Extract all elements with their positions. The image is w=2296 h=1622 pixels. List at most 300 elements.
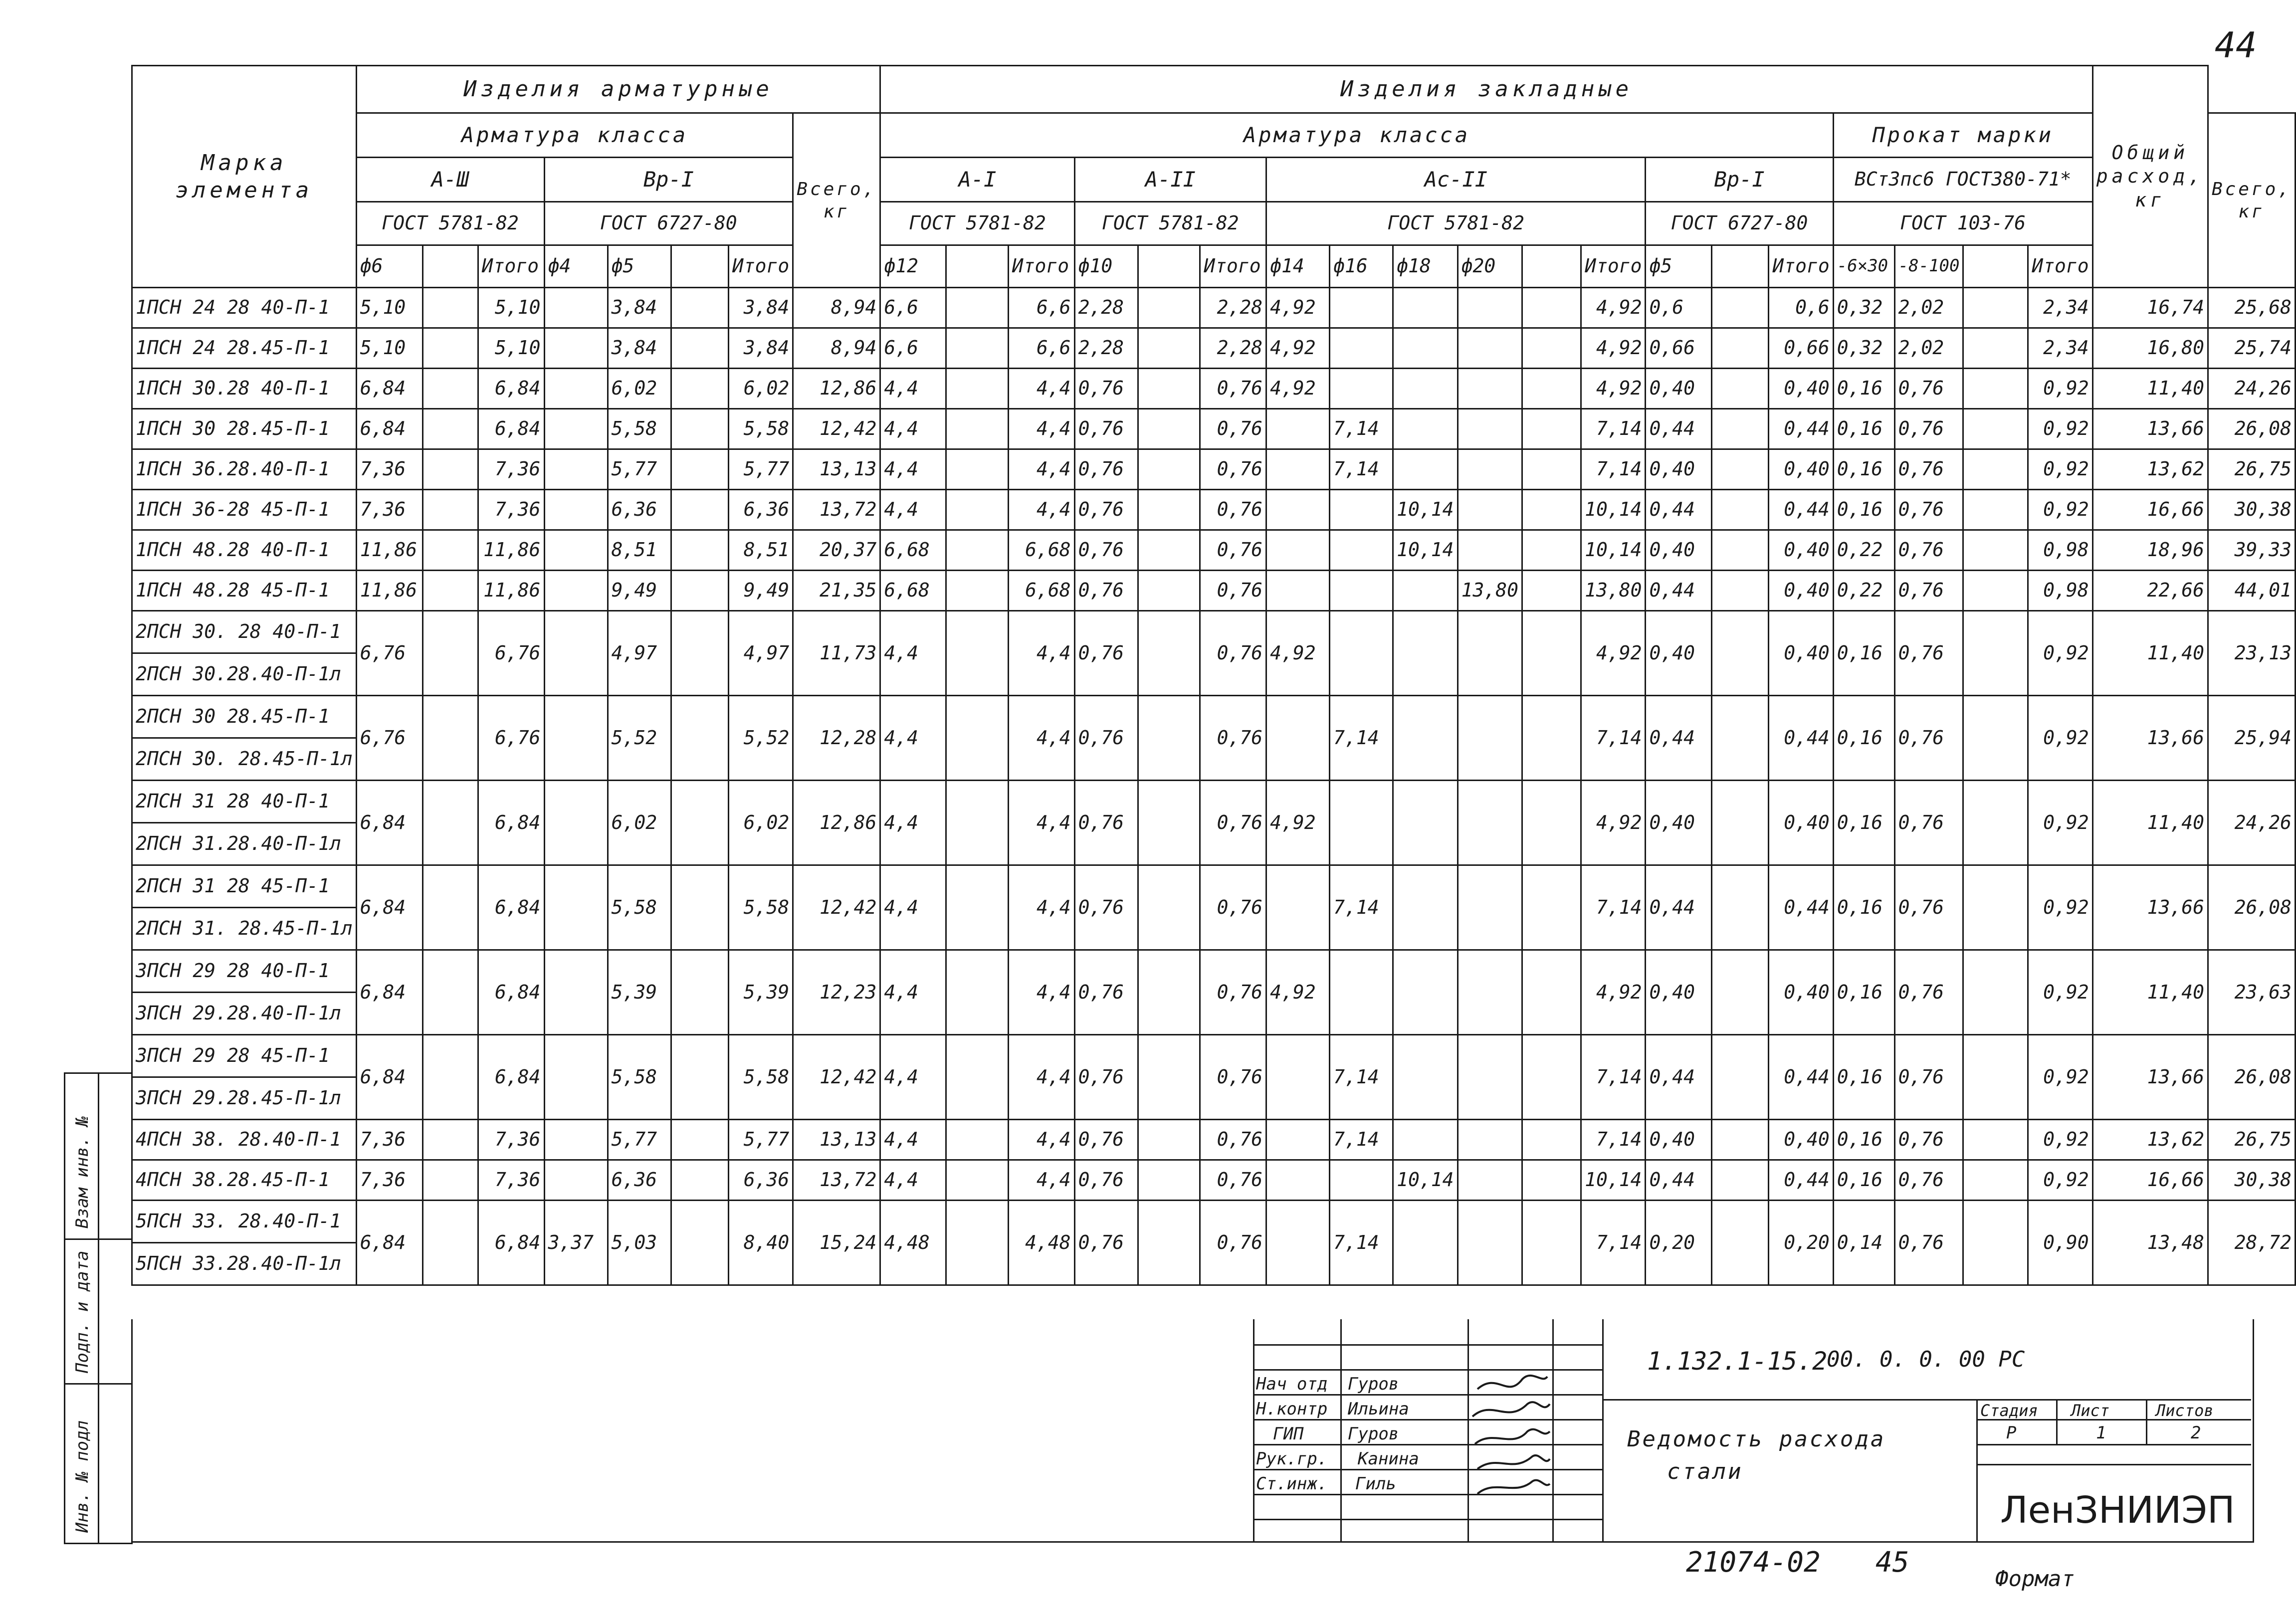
table-cell: 10,14: [1393, 1160, 1458, 1201]
table-cell: [946, 1035, 1008, 1120]
table-cell: 0,44: [1646, 1035, 1711, 1120]
table-cell: [1711, 696, 1769, 781]
table-cell: [422, 781, 478, 865]
table-cell: 0,76: [1200, 696, 1266, 781]
s8100-header: -8-100: [1894, 245, 1963, 288]
table-cell: [1266, 1035, 1330, 1120]
table-cell: 6,36: [608, 1160, 671, 1201]
table-cell: 5,39: [608, 950, 671, 1035]
table-cell: 0,66: [1646, 328, 1711, 369]
table-cell: 6,84: [478, 409, 544, 449]
table-cell: 6,02: [728, 781, 793, 865]
stage-label: Стадия: [1980, 1401, 2038, 1420]
table-cell: 0,76: [1074, 409, 1138, 449]
table-cell: 13,48: [2092, 1201, 2208, 1285]
table-cell: 5,10: [478, 288, 544, 328]
table-cell: 6,84: [356, 865, 422, 950]
table-cell: [1393, 865, 1458, 950]
format-label: Формат: [1995, 1566, 2075, 1592]
itogo6-header: Итого: [1769, 245, 1833, 288]
table-cell: 13,66: [2092, 865, 2208, 950]
table-cell: [1266, 530, 1330, 571]
table-cell: [1393, 1035, 1458, 1120]
table-cell: [1963, 1160, 2028, 1201]
table-cell: 0,16: [1833, 409, 1894, 449]
table-cell: 5,77: [608, 1120, 671, 1160]
table-cell: 4,4: [1008, 611, 1074, 696]
table-cell: [1522, 696, 1581, 781]
table-cell: 4,48: [1008, 1201, 1074, 1285]
table-cell: 5,39: [728, 950, 793, 1035]
table-cell: 4,4: [880, 696, 946, 781]
table-cell: [1458, 530, 1522, 571]
table-cell: [1458, 611, 1522, 696]
table-cell: 0,44: [1769, 696, 1833, 781]
d16-header: ф16: [1330, 245, 1393, 288]
table-cell: 5,58: [608, 1035, 671, 1120]
element-mark: 3ПСН 29 28 45-П-1: [132, 1035, 357, 1077]
table-cell: 4,4: [880, 490, 946, 530]
table-cell: [422, 530, 478, 571]
element-mark: 4ПСН 38.28.45-П-1: [132, 1160, 357, 1201]
table-cell: 6,76: [356, 611, 422, 696]
table-row: [132, 369, 2296, 409]
table-cell: [946, 449, 1008, 490]
table-cell: 2,34: [2028, 328, 2092, 369]
table-cell: 7,36: [478, 1120, 544, 1160]
table-cell: 28,72: [2208, 1201, 2295, 1285]
table-cell: 0,44: [1769, 865, 1833, 950]
table-cell: [1711, 409, 1769, 449]
table-cell: 4,4: [1008, 1035, 1074, 1120]
element-mark: 1ПСН 24 28 40-П-1: [132, 288, 357, 328]
table-cell: [946, 409, 1008, 449]
table-cell: [1138, 950, 1200, 1035]
table-cell: 0,6: [1646, 288, 1711, 328]
embedded-products-header: Изделия закладные: [880, 66, 2092, 113]
table-cell: 6,36: [608, 490, 671, 530]
table-cell: 4,4: [1008, 369, 1074, 409]
blank-header: [1963, 245, 2028, 288]
table-cell: [1963, 369, 2028, 409]
d12-header: ф12: [880, 245, 946, 288]
vr1-header: Вр-I: [544, 158, 793, 202]
table-cell: [544, 696, 608, 781]
table-cell: 3,84: [728, 288, 793, 328]
table-cell: 12,86: [793, 369, 880, 409]
table-cell: 0,76: [1074, 449, 1138, 490]
table-cell: [1330, 950, 1393, 1035]
table-cell: [544, 571, 608, 611]
table-row: [132, 696, 2296, 738]
table-cell: [1138, 1035, 1200, 1120]
gost5781-a-header: ГОСТ 5781-82: [356, 202, 544, 245]
table-cell: [1711, 530, 1769, 571]
table-cell: 0,40: [1646, 611, 1711, 696]
table-cell: 6,68: [1008, 530, 1074, 571]
table-cell: [422, 1201, 478, 1285]
table-cell: 0,76: [1074, 696, 1138, 781]
table-cell: 0,40: [1646, 530, 1711, 571]
table-cell: [1138, 611, 1200, 696]
table-cell: 7,36: [478, 449, 544, 490]
gost5781-c-header: ГОСТ 5781-82: [1074, 202, 1266, 245]
table-cell: 0,44: [1769, 1035, 1833, 1120]
table-cell: [671, 1120, 728, 1160]
table-cell: [422, 409, 478, 449]
table-cell: [1458, 369, 1522, 409]
table-cell: 0,44: [1769, 409, 1833, 449]
table-cell: [1393, 1120, 1458, 1160]
table-cell: 4,4: [1008, 781, 1074, 865]
a2-header: А-II: [1074, 158, 1266, 202]
table-cell: [1393, 1201, 1458, 1285]
table-cell: [1393, 409, 1458, 449]
table-cell: 6,6: [880, 288, 946, 328]
table-row: [132, 865, 2296, 908]
itogo4-header: Итого: [1200, 245, 1266, 288]
name-3: Канина: [1358, 1449, 1419, 1469]
table-cell: 0,16: [1833, 696, 1894, 781]
table-cell: 7,14: [1330, 1120, 1393, 1160]
table-cell: [544, 328, 608, 369]
table-cell: 0,76: [1894, 1120, 1963, 1160]
table-cell: 0,40: [1646, 369, 1711, 409]
table-cell: 3,84: [608, 288, 671, 328]
table-cell: 9,49: [608, 571, 671, 611]
table-cell: [544, 490, 608, 530]
table-cell: [1330, 328, 1393, 369]
sheets-label: Листов: [2156, 1401, 2214, 1420]
table-cell: 0,76: [1074, 865, 1138, 950]
table-cell: 0,90: [2028, 1201, 2092, 1285]
d10-header: ф10: [1074, 245, 1138, 288]
table-cell: 7,36: [356, 1160, 422, 1201]
table-cell: 0,40: [1769, 781, 1833, 865]
table-cell: [1266, 1120, 1330, 1160]
table-cell: 8,51: [608, 530, 671, 571]
table-cell: 0,44: [1646, 1160, 1711, 1201]
table-cell: 4,4: [880, 865, 946, 950]
table-cell: [1138, 449, 1200, 490]
table-cell: 6,84: [478, 369, 544, 409]
role-0: Нач отд: [1256, 1374, 1328, 1394]
table-cell: 0,76: [1200, 490, 1266, 530]
table-cell: 11,40: [2092, 781, 2208, 865]
table-cell: 0,76: [1074, 530, 1138, 571]
table-cell: [1711, 490, 1769, 530]
table-cell: [1458, 288, 1522, 328]
table-cell: 0,76: [1074, 490, 1138, 530]
itogo3-header: Итого: [1008, 245, 1074, 288]
table-cell: 0,76: [1894, 611, 1963, 696]
table-cell: 0,76: [1200, 530, 1266, 571]
table-cell: [1711, 288, 1769, 328]
table-cell: 5,10: [356, 288, 422, 328]
table-cell: 4,92: [1581, 328, 1646, 369]
table-cell: 5,58: [608, 409, 671, 449]
table-cell: [671, 288, 728, 328]
table-cell: 12,42: [793, 409, 880, 449]
gost5781-d-header: ГОСТ 5781-82: [1266, 202, 1646, 245]
table-cell: [671, 369, 728, 409]
table-cell: [1963, 288, 2028, 328]
table-cell: 11,73: [793, 611, 880, 696]
table-cell: 7,14: [1330, 1035, 1393, 1120]
table-cell: [1711, 1201, 1769, 1285]
table-cell: 12,23: [793, 950, 880, 1035]
table-cell: 0,40: [1769, 950, 1833, 1035]
table-cell: 6,02: [728, 369, 793, 409]
table-cell: 0,92: [2028, 865, 2092, 950]
table-cell: 4,92: [1266, 781, 1330, 865]
table-cell: 0,98: [2028, 530, 2092, 571]
table-cell: 0,76: [1894, 571, 1963, 611]
table-cell: 4,92: [1581, 781, 1646, 865]
table-cell: [1393, 781, 1458, 865]
table-cell: 11,86: [478, 530, 544, 571]
table-cell: 12,42: [793, 1035, 880, 1120]
element-mark: 1ПСН 30.28 40-П-1: [132, 369, 357, 409]
table-cell: 0,40: [1769, 571, 1833, 611]
table-cell: 10,14: [1393, 490, 1458, 530]
table-cell: 10,14: [1581, 1160, 1646, 1201]
table-cell: 22,66: [2092, 571, 2208, 611]
table-cell: 0,16: [1833, 1035, 1894, 1120]
table-cell: [1266, 1201, 1330, 1285]
element-mark: 5ПСН 33.28.40-П-1л: [132, 1243, 357, 1285]
table-cell: [1458, 696, 1522, 781]
table-cell: [946, 1160, 1008, 1201]
table-cell: [1138, 1120, 1200, 1160]
table-cell: 0,16: [1833, 781, 1894, 865]
table-cell: 4,4: [1008, 490, 1074, 530]
table-cell: [1266, 865, 1330, 950]
table-cell: 0,76: [1894, 409, 1963, 449]
table-cell: 11,40: [2092, 369, 2208, 409]
table-cell: [1522, 409, 1581, 449]
table-cell: 0,40: [1769, 369, 1833, 409]
table-cell: 26,08: [2208, 1035, 2295, 1120]
table-cell: [1393, 328, 1458, 369]
table-cell: 0,76: [1200, 1035, 1266, 1120]
s630-header: -6×30: [1833, 245, 1894, 288]
table-cell: 0,40: [1646, 950, 1711, 1035]
table-cell: 0,76: [1074, 781, 1138, 865]
table-cell: 13,62: [2092, 449, 2208, 490]
blank-header: [1522, 245, 1581, 288]
table-cell: 0,76: [1200, 950, 1266, 1035]
rolled-brand-header: Прокат марки: [1833, 113, 2092, 158]
table-cell: 0,16: [1833, 490, 1894, 530]
table-cell: 0,76: [1074, 1160, 1138, 1201]
table-cell: 4,4: [1008, 449, 1074, 490]
table-cell: [1522, 611, 1581, 696]
table-cell: 7,36: [356, 490, 422, 530]
element-mark: 3ПСН 29.28.40-П-1л: [132, 993, 357, 1035]
table-cell: [946, 611, 1008, 696]
table-cell: 0,76: [1200, 409, 1266, 449]
table-cell: 7,14: [1581, 696, 1646, 781]
table-cell: 4,92: [1581, 611, 1646, 696]
table-cell: [671, 409, 728, 449]
table-cell: 6,6: [880, 328, 946, 369]
table-cell: [422, 449, 478, 490]
table-cell: 13,13: [793, 1120, 880, 1160]
table-cell: 7,14: [1330, 1201, 1393, 1285]
table-cell: [544, 288, 608, 328]
table-row: [132, 530, 2296, 571]
table-cell: [946, 571, 1008, 611]
table-cell: 4,4: [1008, 1120, 1074, 1160]
table-cell: 13,66: [2092, 409, 2208, 449]
table-cell: [422, 571, 478, 611]
table-cell: 4,4: [880, 369, 946, 409]
table-cell: 5,03: [608, 1201, 671, 1285]
table-cell: [671, 530, 728, 571]
element-mark: 1ПСН 36-28 45-П-1: [132, 490, 357, 530]
table-cell: [1458, 409, 1522, 449]
table-cell: 5,77: [728, 449, 793, 490]
mark-header: Марка элемента: [132, 66, 357, 288]
table-cell: [544, 781, 608, 865]
table-cell: [946, 950, 1008, 1035]
table-cell: 0,76: [1074, 369, 1138, 409]
element-mark: 1ПСН 48.28 40-П-1: [132, 530, 357, 571]
table-cell: 0,22: [1833, 571, 1894, 611]
a1-header: А-I: [880, 158, 1074, 202]
table-cell: 2,34: [2028, 288, 2092, 328]
table-cell: [1138, 288, 1200, 328]
table-cell: 6,84: [478, 1035, 544, 1120]
element-mark: 2ПСН 31.28.40-П-1л: [132, 823, 357, 865]
title-line1: Ведомость расхода: [1627, 1426, 1886, 1452]
table-cell: 5,10: [478, 328, 544, 369]
table-cell: 0,44: [1769, 490, 1833, 530]
table-cell: 5,58: [608, 865, 671, 950]
table-row: [132, 490, 2296, 530]
table-cell: [671, 1160, 728, 1201]
table-cell: [1458, 1120, 1522, 1160]
table-cell: 0,76: [1200, 865, 1266, 950]
table-cell: 0,76: [1894, 950, 1963, 1035]
table-cell: [544, 1120, 608, 1160]
armature-products-header: Изделия арматурные: [356, 66, 880, 113]
table-cell: [1138, 409, 1200, 449]
table-row: [132, 449, 2296, 490]
d20-header: ф20: [1458, 245, 1522, 288]
table-cell: 7,14: [1330, 696, 1393, 781]
table-cell: 0,76: [1894, 781, 1963, 865]
table-cell: 6,76: [478, 611, 544, 696]
table-cell: [422, 865, 478, 950]
table-cell: 0,76: [1894, 1160, 1963, 1201]
table-cell: 26,75: [2208, 1120, 2295, 1160]
table-cell: 5,52: [728, 696, 793, 781]
table-cell: [1963, 1201, 2028, 1285]
table-cell: [1458, 328, 1522, 369]
element-mark: 1ПСН 24 28.45-П-1: [132, 328, 357, 369]
table-cell: [671, 571, 728, 611]
table-cell: 16,66: [2092, 1160, 2208, 1201]
inv-podl-label: Инв. № подл: [72, 1420, 92, 1533]
table-row: [132, 328, 2296, 369]
table-cell: [671, 1201, 728, 1285]
table-cell: [1330, 611, 1393, 696]
table-cell: [1138, 1201, 1200, 1285]
table-cell: 0,76: [1200, 571, 1266, 611]
table-cell: [1711, 611, 1769, 696]
table-cell: 11,86: [478, 571, 544, 611]
table-cell: [1138, 865, 1200, 950]
table-cell: [422, 369, 478, 409]
element-mark: 2ПСН 30. 28 40-П-1: [132, 611, 357, 653]
table-cell: 2,02: [1894, 288, 1963, 328]
table-cell: 0,16: [1833, 865, 1894, 950]
table-cell: 4,4: [880, 781, 946, 865]
table-cell: 2,02: [1894, 328, 1963, 369]
table-cell: 4,4: [880, 409, 946, 449]
table-cell: 4,92: [1266, 369, 1330, 409]
d14-header: ф14: [1266, 245, 1330, 288]
role-3: Рук.гр.: [1256, 1449, 1328, 1469]
table-cell: [946, 865, 1008, 950]
table-cell: 6,68: [880, 571, 946, 611]
itogo2-header: Итого: [728, 245, 793, 288]
table-cell: [422, 611, 478, 696]
table-cell: [946, 1120, 1008, 1160]
table-cell: 6,6: [1008, 288, 1074, 328]
table-cell: [1963, 1120, 2028, 1160]
table-cell: [544, 449, 608, 490]
table-cell: 10,14: [1581, 490, 1646, 530]
table-cell: [1138, 530, 1200, 571]
table-cell: [1963, 781, 2028, 865]
table-cell: 13,72: [793, 1160, 880, 1201]
table-cell: 0,92: [2028, 1160, 2092, 1201]
table-cell: 2,28: [1200, 288, 1266, 328]
blank-header: [671, 245, 728, 288]
table-cell: [671, 490, 728, 530]
table-cell: 3,37: [544, 1201, 608, 1285]
table-cell: 0,20: [1769, 1201, 1833, 1285]
doc-code: 1.132.1-15.2: [1647, 1347, 1828, 1376]
table-cell: 4,92: [1581, 950, 1646, 1035]
table-cell: 6,84: [478, 781, 544, 865]
table-cell: 5,10: [356, 328, 422, 369]
table-cell: [1138, 696, 1200, 781]
table-cell: [1138, 490, 1200, 530]
table-cell: 0,76: [1894, 490, 1963, 530]
element-mark: 1ПСН 48.28 45-П-1: [132, 571, 357, 611]
table-cell: 5,58: [728, 865, 793, 950]
itogo1-header: Итого: [478, 245, 544, 288]
table-cell: 13,13: [793, 449, 880, 490]
table-cell: 0,76: [1894, 696, 1963, 781]
table-cell: 0,40: [1769, 1120, 1833, 1160]
inv-vzam-label: Взам инв. №: [72, 1116, 92, 1228]
table-row: [132, 1160, 2296, 1201]
table-cell: 12,86: [793, 781, 880, 865]
table-cell: [1330, 288, 1393, 328]
table-cell: [1330, 571, 1393, 611]
table-cell: [544, 611, 608, 696]
table-cell: 0,16: [1833, 1120, 1894, 1160]
table-cell: [1266, 571, 1330, 611]
table-cell: [422, 328, 478, 369]
table-cell: 26,08: [2208, 409, 2295, 449]
table-cell: [1963, 865, 2028, 950]
